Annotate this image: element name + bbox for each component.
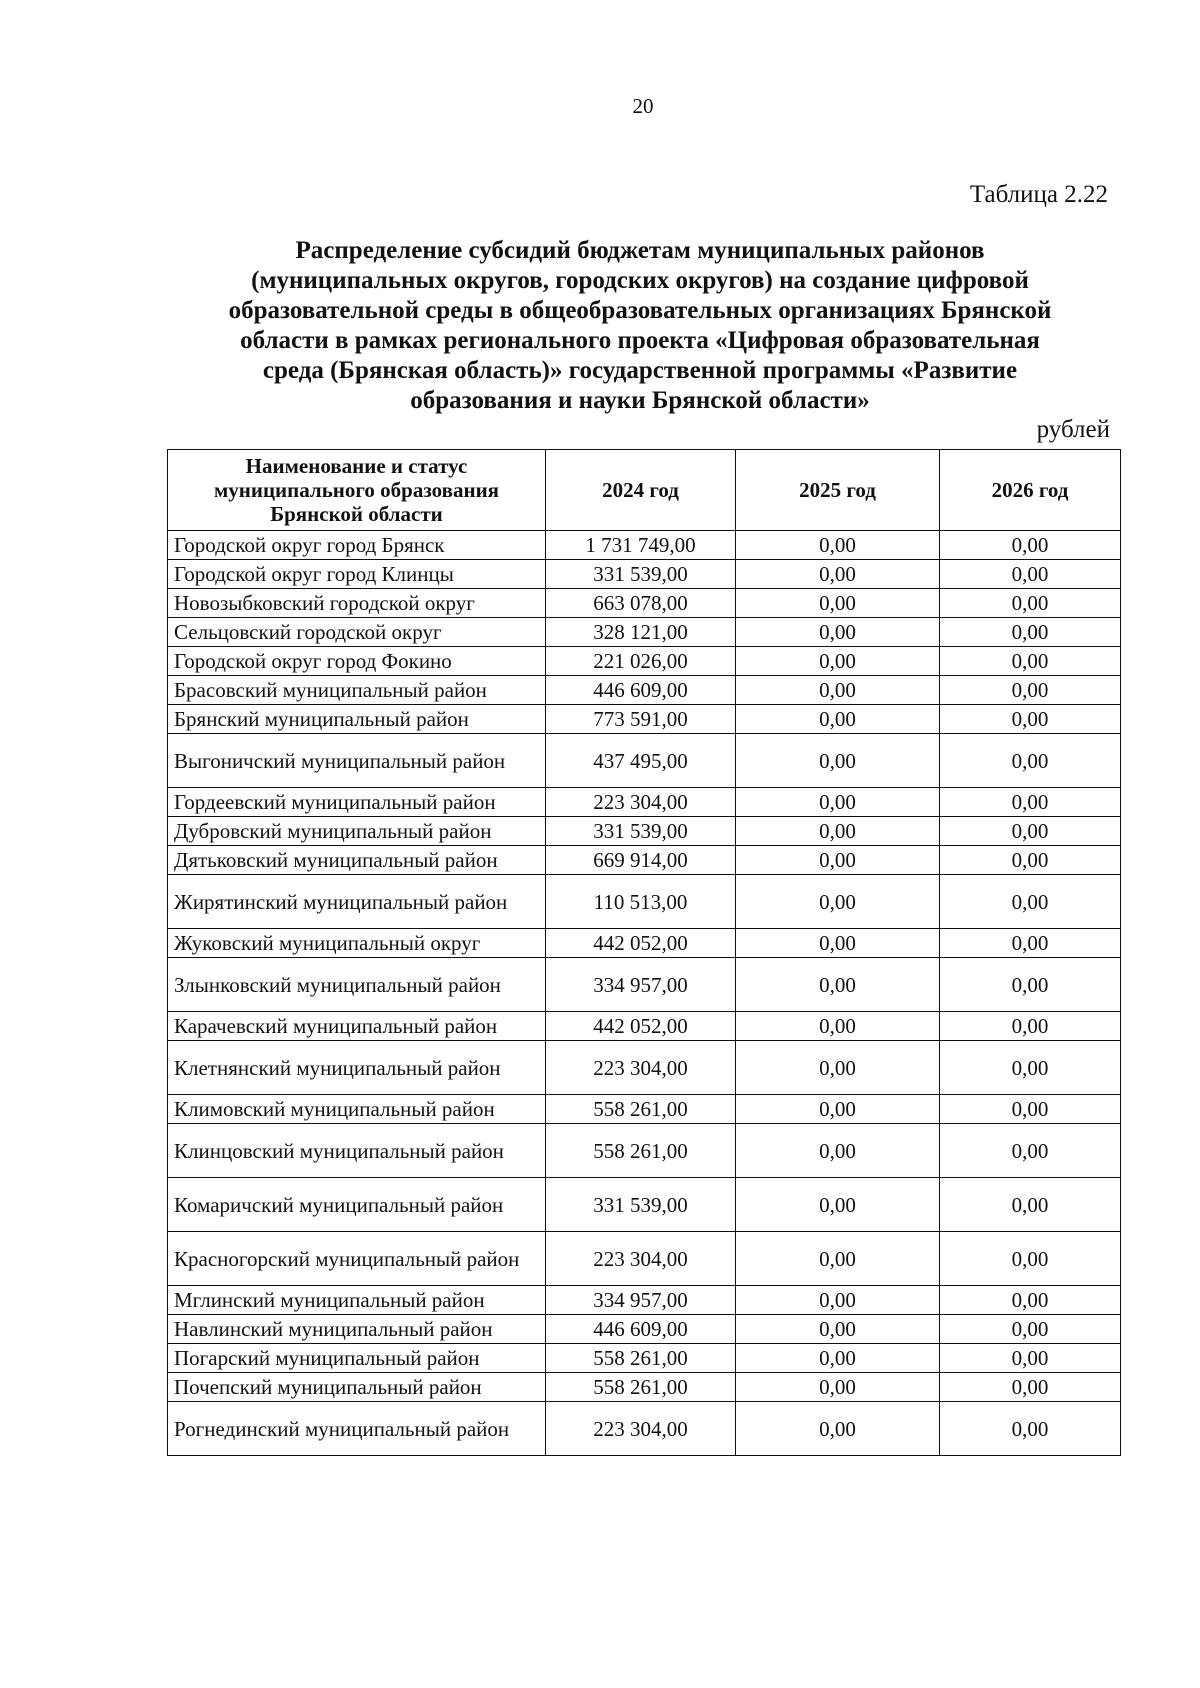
value-2024-cell: 442 052,00: [546, 929, 736, 958]
value-2025-cell: 0,00: [736, 817, 940, 846]
value-2025-cell: 0,00: [736, 676, 940, 705]
value-2026-cell: 0,00: [940, 1012, 1121, 1041]
value-2025-cell: 0,00: [736, 705, 940, 734]
table-row: [168, 618, 1121, 647]
value-2024-cell: 437 495,00: [546, 734, 736, 788]
table-row: [168, 1315, 1121, 1344]
value-2025-cell: 0,00: [736, 958, 940, 1012]
value-2025-cell: 0,00: [736, 560, 940, 589]
title-line: образования и науки Брянской области»: [410, 387, 870, 414]
value-2026-cell: 0,00: [940, 1286, 1121, 1315]
municipality-name-cell: Климовский муниципальный район: [168, 1095, 546, 1124]
table-row: [168, 1178, 1121, 1232]
value-2024-cell: 331 539,00: [546, 560, 736, 589]
municipality-name-cell: Жуковский муниципальный округ: [168, 929, 546, 958]
value-2025-cell: 0,00: [736, 875, 940, 929]
value-2025-cell: 0,00: [736, 1232, 940, 1286]
document-title: [160, 236, 1120, 416]
column-header-2026: 2026 год: [940, 450, 1121, 531]
value-2024-cell: 558 261,00: [546, 1373, 736, 1402]
value-2026-cell: 0,00: [940, 647, 1121, 676]
value-2026-cell: 0,00: [940, 1373, 1121, 1402]
table-row: [168, 560, 1121, 589]
municipality-name-cell: Городской округ город Клинцы: [168, 560, 546, 589]
table-row: [168, 958, 1121, 1012]
municipality-name-cell: Жирятинский муниципальный район: [168, 875, 546, 929]
value-2026-cell: 0,00: [940, 734, 1121, 788]
table-row: [168, 531, 1121, 560]
value-2025-cell: 0,00: [736, 1095, 940, 1124]
value-2024-cell: 221 026,00: [546, 647, 736, 676]
value-2025-cell: 0,00: [736, 929, 940, 958]
municipality-name-cell: Выгоничский муниципальный район: [168, 734, 546, 788]
title-line: Распределение субсидий бюджетам муниципальных районов: [295, 237, 985, 264]
value-2024-cell: 223 304,00: [546, 788, 736, 817]
value-2026-cell: 0,00: [940, 1095, 1121, 1124]
value-2025-cell: 0,00: [736, 647, 940, 676]
units-label: рублей: [1036, 416, 1110, 443]
table-row: [168, 1373, 1121, 1402]
value-2025-cell: 0,00: [736, 846, 940, 875]
table-body: [168, 531, 1121, 1456]
municipality-name-cell: Навлинский муниципальный район: [168, 1315, 546, 1344]
column-header-2024: 2024 год: [546, 450, 736, 531]
municipality-name-cell: Клетнянский муниципальный район: [168, 1041, 546, 1095]
value-2025-cell: 0,00: [736, 1373, 940, 1402]
value-2026-cell: 0,00: [940, 1232, 1121, 1286]
table-row: [168, 1012, 1121, 1041]
value-2024-cell: 773 591,00: [546, 705, 736, 734]
municipality-name-cell: Сельцовский городской округ: [168, 618, 546, 647]
table-caption: Таблица 2.22: [969, 181, 1108, 208]
municipality-name-cell: Комаричский муниципальный район: [168, 1178, 546, 1232]
value-2026-cell: 0,00: [940, 846, 1121, 875]
value-2024-cell: 663 078,00: [546, 589, 736, 618]
municipality-name-cell: Брасовский муниципальный район: [168, 676, 546, 705]
value-2024-cell: 669 914,00: [546, 846, 736, 875]
value-2025-cell: 0,00: [736, 531, 940, 560]
value-2024-cell: 334 957,00: [546, 958, 736, 1012]
value-2024-cell: 446 609,00: [546, 1315, 736, 1344]
value-2026-cell: 0,00: [940, 1041, 1121, 1095]
table-row: [168, 929, 1121, 958]
table-row: [168, 734, 1121, 788]
value-2025-cell: 0,00: [736, 1315, 940, 1344]
table-row: [168, 647, 1121, 676]
value-2026-cell: 0,00: [940, 618, 1121, 647]
value-2025-cell: 0,00: [736, 618, 940, 647]
value-2026-cell: 0,00: [940, 705, 1121, 734]
value-2025-cell: 0,00: [736, 1344, 940, 1373]
table-row: [168, 1286, 1121, 1315]
municipality-name-cell: Гордеевский муниципальный район: [168, 788, 546, 817]
table-row: [168, 705, 1121, 734]
value-2024-cell: 223 304,00: [546, 1232, 736, 1286]
value-2026-cell: 0,00: [940, 1178, 1121, 1232]
header-row: [168, 450, 1121, 531]
value-2025-cell: 0,00: [736, 788, 940, 817]
value-2026-cell: 0,00: [940, 817, 1121, 846]
title-line: области в рамках регионального проекта «Цифровая образовательная: [240, 327, 1040, 354]
value-2026-cell: 0,00: [940, 788, 1121, 817]
table-row: [168, 788, 1121, 817]
column-header-municipality: Наименование и статус муниципального образования Брянской области: [168, 450, 546, 531]
table-row: [168, 589, 1121, 618]
table-row: [168, 1232, 1121, 1286]
value-2024-cell: 331 539,00: [546, 817, 736, 846]
value-2024-cell: 331 539,00: [546, 1178, 736, 1232]
column-header-2025: 2025 год: [736, 450, 940, 531]
table-row: [168, 676, 1121, 705]
value-2025-cell: 0,00: [736, 589, 940, 618]
value-2026-cell: 0,00: [940, 1344, 1121, 1373]
table-row: [168, 1344, 1121, 1373]
municipality-name-cell: Почепский муниципальный район: [168, 1373, 546, 1402]
value-2026-cell: 0,00: [940, 1315, 1121, 1344]
value-2026-cell: 0,00: [940, 531, 1121, 560]
municipality-name-cell: Красногорский муниципальный район: [168, 1232, 546, 1286]
value-2025-cell: 0,00: [736, 734, 940, 788]
title-line: (муниципальных округов, городских округов) на создание цифровой: [251, 267, 1029, 294]
municipality-name-cell: Городской округ город Брянск: [168, 531, 546, 560]
value-2024-cell: 442 052,00: [546, 1012, 736, 1041]
value-2026-cell: 0,00: [940, 929, 1121, 958]
municipality-name-cell: Дятьковский муниципальный район: [168, 846, 546, 875]
value-2024-cell: 1 731 749,00: [546, 531, 736, 560]
municipality-name-cell: Клинцовский муниципальный район: [168, 1124, 546, 1178]
municipality-name-cell: Городской округ город Фокино: [168, 647, 546, 676]
title-line: образовательной среды в общеобразовательных организациях Брянской: [228, 297, 1052, 324]
value-2024-cell: 223 304,00: [546, 1041, 736, 1095]
municipality-name-cell: Мглинский муниципальный район: [168, 1286, 546, 1315]
value-2026-cell: 0,00: [940, 589, 1121, 618]
value-2026-cell: 0,00: [940, 560, 1121, 589]
table-row: [168, 846, 1121, 875]
table-row: [168, 1402, 1121, 1456]
municipality-name-cell: Дубровский муниципальный район: [168, 817, 546, 846]
value-2025-cell: 0,00: [736, 1402, 940, 1456]
table-row: [168, 1124, 1121, 1178]
municipality-name-cell: Новозыбковский городской округ: [168, 589, 546, 618]
subsidy-table: [167, 449, 1121, 1456]
value-2025-cell: 0,00: [736, 1041, 940, 1095]
municipality-name-cell: Рогнединский муниципальный район: [168, 1402, 546, 1456]
value-2026-cell: 0,00: [940, 676, 1121, 705]
value-2026-cell: 0,00: [940, 1402, 1121, 1456]
value-2024-cell: 558 261,00: [546, 1095, 736, 1124]
value-2025-cell: 0,00: [736, 1124, 940, 1178]
table-row: [168, 817, 1121, 846]
title-line: среда (Брянская область)» государственной программы «Развитие: [262, 357, 1018, 384]
value-2024-cell: 110 513,00: [546, 875, 736, 929]
value-2025-cell: 0,00: [736, 1178, 940, 1232]
value-2024-cell: 558 261,00: [546, 1124, 736, 1178]
value-2026-cell: 0,00: [940, 958, 1121, 1012]
municipality-name-cell: Погарский муниципальный район: [168, 1344, 546, 1373]
table-row: [168, 1041, 1121, 1095]
value-2026-cell: 0,00: [940, 1124, 1121, 1178]
value-2025-cell: 0,00: [736, 1012, 940, 1041]
page-number: 20: [632, 94, 654, 118]
value-2024-cell: 446 609,00: [546, 676, 736, 705]
table-row: [168, 1095, 1121, 1124]
municipality-name-cell: Злынковский муниципальный район: [168, 958, 546, 1012]
value-2025-cell: 0,00: [736, 1286, 940, 1315]
municipality-name-cell: Брянский муниципальный район: [168, 705, 546, 734]
value-2024-cell: 334 957,00: [546, 1286, 736, 1315]
value-2024-cell: 328 121,00: [546, 618, 736, 647]
value-2026-cell: 0,00: [940, 875, 1121, 929]
table-row: [168, 875, 1121, 929]
municipality-name-cell: Карачевский муниципальный район: [168, 1012, 546, 1041]
value-2024-cell: 558 261,00: [546, 1344, 736, 1373]
value-2024-cell: 223 304,00: [546, 1402, 736, 1456]
